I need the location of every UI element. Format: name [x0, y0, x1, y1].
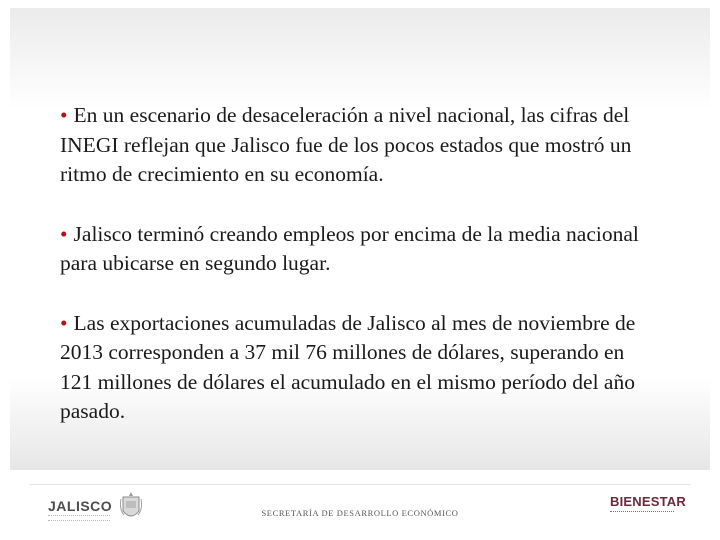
- bullet-marker: •: [60, 221, 68, 246]
- footer-divider: [30, 484, 690, 485]
- bullet-item: [60, 220, 660, 279]
- bullet-marker: •: [60, 103, 68, 127]
- bullet-text: Jalisco terminó creando empleos por encima de la media nacional para ubicarse en segundo lugar.: [60, 221, 639, 275]
- coat-of-arms-icon: [119, 491, 143, 523]
- bullet-list: [60, 101, 660, 457]
- bullet-marker: •: [60, 310, 68, 335]
- bullet-item: [60, 309, 660, 427]
- bullet-text: Las exportaciones acumuladas de Jalisco al mes de noviembre de 2013 corresponden a 37 mil 76 millones de dólares, superando en 121 millones de dólares el acumulado en el mismo período del año pasado.: [60, 310, 636, 423]
- footer-department: SECRETARÍA DE DESARROLLO ECONÓMICO: [261, 508, 459, 518]
- bienestar-logo-subline: [610, 511, 674, 516]
- jalisco-logo-text: JALISCO: [48, 498, 113, 514]
- bullet-text: En un escenario de desaceleración a nivel nacional, las cifras del INEGI reflejan que Jalisco fue de los pocos estados que mostró un ritmo de crecimiento en su economía.: [60, 103, 632, 186]
- bienestar-logo-text: BIENESTAR: [610, 494, 686, 509]
- bullet-item: [60, 101, 660, 190]
- bienestar-logo: [610, 494, 686, 524]
